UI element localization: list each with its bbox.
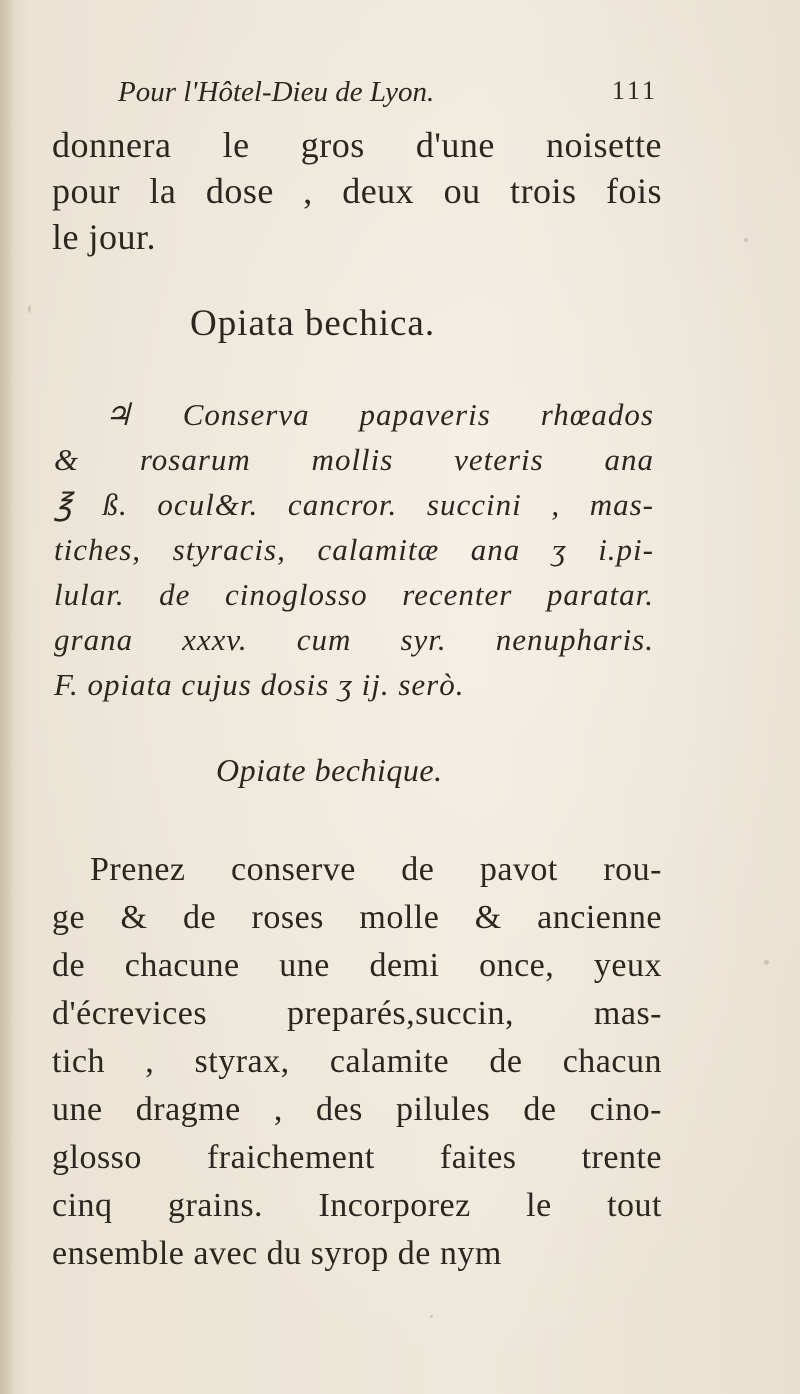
paper-speck [430, 1315, 433, 1318]
latin-heading: Opiata bechica. [190, 303, 436, 344]
french-line: de chacune une demi once, yeux [52, 947, 662, 984]
french-line: cinq grains. Incorporez le tout [52, 1187, 662, 1224]
french-heading: Opiate bechique. [216, 752, 443, 788]
french-line: une dragme , des pilules de cino- [52, 1091, 662, 1128]
latin-recipe [54, 392, 654, 707]
french-line: d'écrevices preparés,succin, mas- [52, 995, 662, 1032]
french-line: Prenez conserve de pavot rou- [90, 851, 662, 888]
intro-line: pour la dose , deux ou trois fois [52, 171, 662, 211]
recipe-line: tiches, styracis, calamitæ ana ʒ i.pi- [54, 532, 654, 567]
french-line: tich , styrax, calamite de chacun [52, 1043, 662, 1080]
french-line: glosso fraichement faites trente [52, 1139, 662, 1176]
intro-line: le jour. [52, 217, 156, 257]
page-number: 111 [611, 76, 658, 105]
running-header-title: Pour l'Hôtel-Dieu de Lyon. [118, 76, 435, 108]
recipe-line: ℥ ß. ocul&r. cancror. succini , mas- [54, 487, 654, 522]
recipe-line: grana xxxv. cum syr. nenupharis. [54, 622, 654, 657]
paper-speck [764, 960, 769, 965]
recipe-line: & rosarum mollis veteris ana [54, 442, 654, 477]
french-line: ensemble avec du syrop de nym [52, 1235, 502, 1272]
french-paragraph [52, 846, 662, 1278]
recipe-line: F. opiata cujus dosis ʒ ij. serò. [54, 667, 465, 702]
recipe-line: lular. de cinoglosso recenter paratar. [54, 577, 654, 612]
paper-speck [744, 238, 748, 242]
recipe-line: ♃ Conserva papaveris rhœados [104, 397, 654, 432]
intro-line: donnera le gros d'une noisette [52, 125, 662, 165]
paper-speck [28, 305, 31, 313]
french-line: ge & de roses molle & ancienne [52, 899, 662, 936]
page-gutter-shadow [0, 0, 14, 1394]
intro-paragraph [52, 122, 662, 260]
running-header [118, 76, 658, 116]
